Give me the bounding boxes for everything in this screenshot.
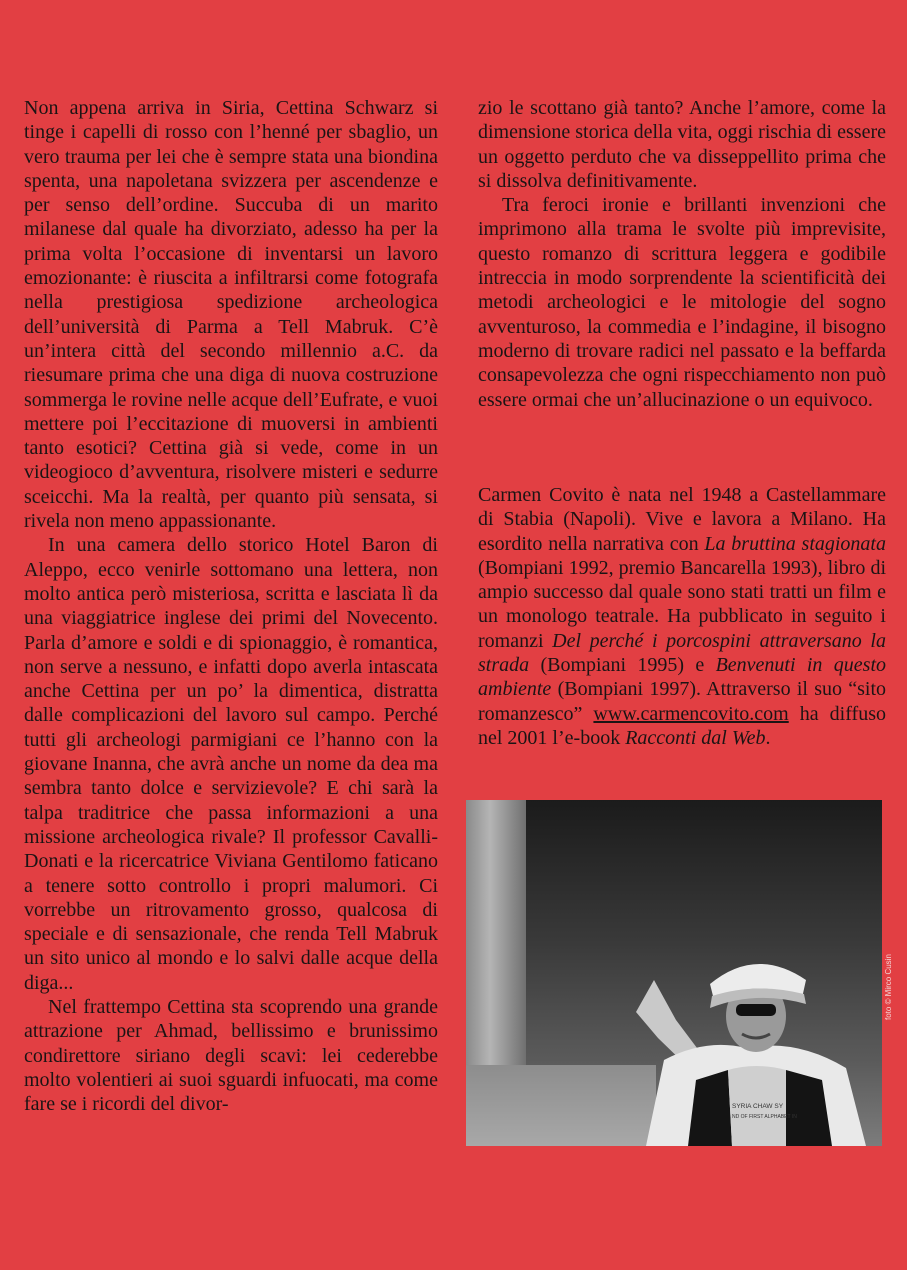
paragraph: Nel frattempo Cettina sta scoprendo una grande attrazione per Ahmad, bellissimo e brunissimo condirettore siriano degli scavi: lei cederebbe molto volentieri ai suoi sguardi infuocati, ma come fare se i ricordi del divor- — [24, 995, 438, 1116]
photo-ruin-base — [466, 1065, 656, 1146]
author-figure — [636, 920, 866, 1146]
website-link[interactable]: www.carmencovito.com — [593, 702, 789, 725]
paragraph: zio le scottano già tanto? Anche l’amore, come la dimensione storica della vita, oggi rischia di essere un oggetto perduto che va disseppellito prima che si dissolva definitivamente. — [478, 97, 886, 192]
shirt-text: ND OF FIRST ALPHABET IN — [732, 1114, 797, 1120]
bio-text: (Bompiani 1992, premio Bancarella 1993), libro di ampio successo dal quale sono stati tratti un film e un monologo teatrale. Ha pubblicato in seguito i romanzi — [478, 556, 886, 652]
book-title: La bruttina stagionata — [704, 532, 886, 555]
bio-text: (Bompiani 1997). Attraverso il suo “sito romanzesco” — [478, 678, 886, 725]
paragraph: Non appena arriva in Siria, Cettina Schwarz si tinge i capelli di rosso con l’henné per sbaglio, un vero trauma per lei che è sempre stata una biondina spenta, una napoletana svizzera per ascendenze e per senso dell’ordine. Succuba di un marito milanese dal quale ha divorziato, adesso ha per la prima volta l’occasione di inventarsi un lavoro emozionante: è riuscita a infiltrarsi come fotografa nella prestigiosa spedizione archeologica dell’università di Parma a Tell Mabruk. C’è un’intera città del secondo millennio a.C. da riesumare prima che una diga di nuova costruzione sommerga le rovine nelle acque dell’Eufrate, e vuoi mettere poi l’eccitazione di muoversi in ambienti tanto esotici? Cettina già si vede, come in un videogioco d’avventura, risolvere misteri e sedurre sceicchi. Ma la realtà, per quanto più sensata, si rivela non meno appassionante. — [24, 97, 438, 533]
left-text-column — [24, 96, 438, 1116]
shirt-text: SYRIA CHAW SY — [732, 1103, 784, 1110]
bio-text: Carmen Covito è nata nel 1948 a Castellammare di Stabia (Napoli). Vive e lavora a Milano. Ha esordito nella narrativa con — [478, 484, 886, 555]
bio-text: (Bompiani 1995) e — [529, 654, 716, 677]
paragraph: In una camera dello storico Hotel Baron di Aleppo, ecco venirle sottomano una lettera, non molto antica però misteriosa, scritta e lasciata lì da una viaggiatrice inglese dei primi del Novecento. Parla d’amore e soldi e di spionaggio, è romantica, non serve a nessuno, e infatti dopo averla intascata anche Cettina per un po’ la dimentica, distratta dalle complicazioni del lavoro sul campo. Perché tutti gli archeologi parmigiani ce l’hanno con la giovane Inanna, che avrà anche un nome da dea ma sembra tanto dolce e servizievole? E chi sarà la talpa traditrice che passa informazioni a una missione archeologica rivale? Il professor Cavalli-Donati e la ricercatrice Viviana Gentilomo faticano a tenere sotto controllo i propri malumori. Ci vorrebbe un ritrovamento grosso, qualcosa di speciale e di sensazionale, che renda Tell Mabruk un sito unico al mondo e lo salvi dalle acque della diga... — [24, 534, 438, 994]
bio-paragraph — [478, 483, 886, 750]
paragraph: Tra feroci ironie e brillanti invenzioni che imprimono alla trama le svolte più imprevisite, questo romanzo di scrittura leggera e godibile intreccia in modo sorprendente la scientificità dei metodi archeologici e le mitologie del sogno avventuroso, la commedia e l’indagine, il bisogno moderno di trovare radici nel passato e la beffarda consapevolezza che ogni rispecchiamento non può essere ormai che un’allucinazione o un equivoco. — [478, 194, 886, 411]
book-title: Racconti dal Web — [625, 726, 766, 749]
photo-credit: foto © Mirco Cusin — [884, 954, 893, 1020]
book-title: Benvenuti in questo ambiente — [478, 654, 886, 701]
author-bio — [478, 483, 886, 750]
book-title: Del perché i porcospini attraversano la strada — [478, 629, 886, 677]
author-photo — [466, 800, 882, 1146]
bio-text: . — [765, 726, 771, 749]
bio-text: ha diffuso nel 2001 l’e-book — [478, 702, 886, 749]
right-text-column — [478, 96, 886, 412]
